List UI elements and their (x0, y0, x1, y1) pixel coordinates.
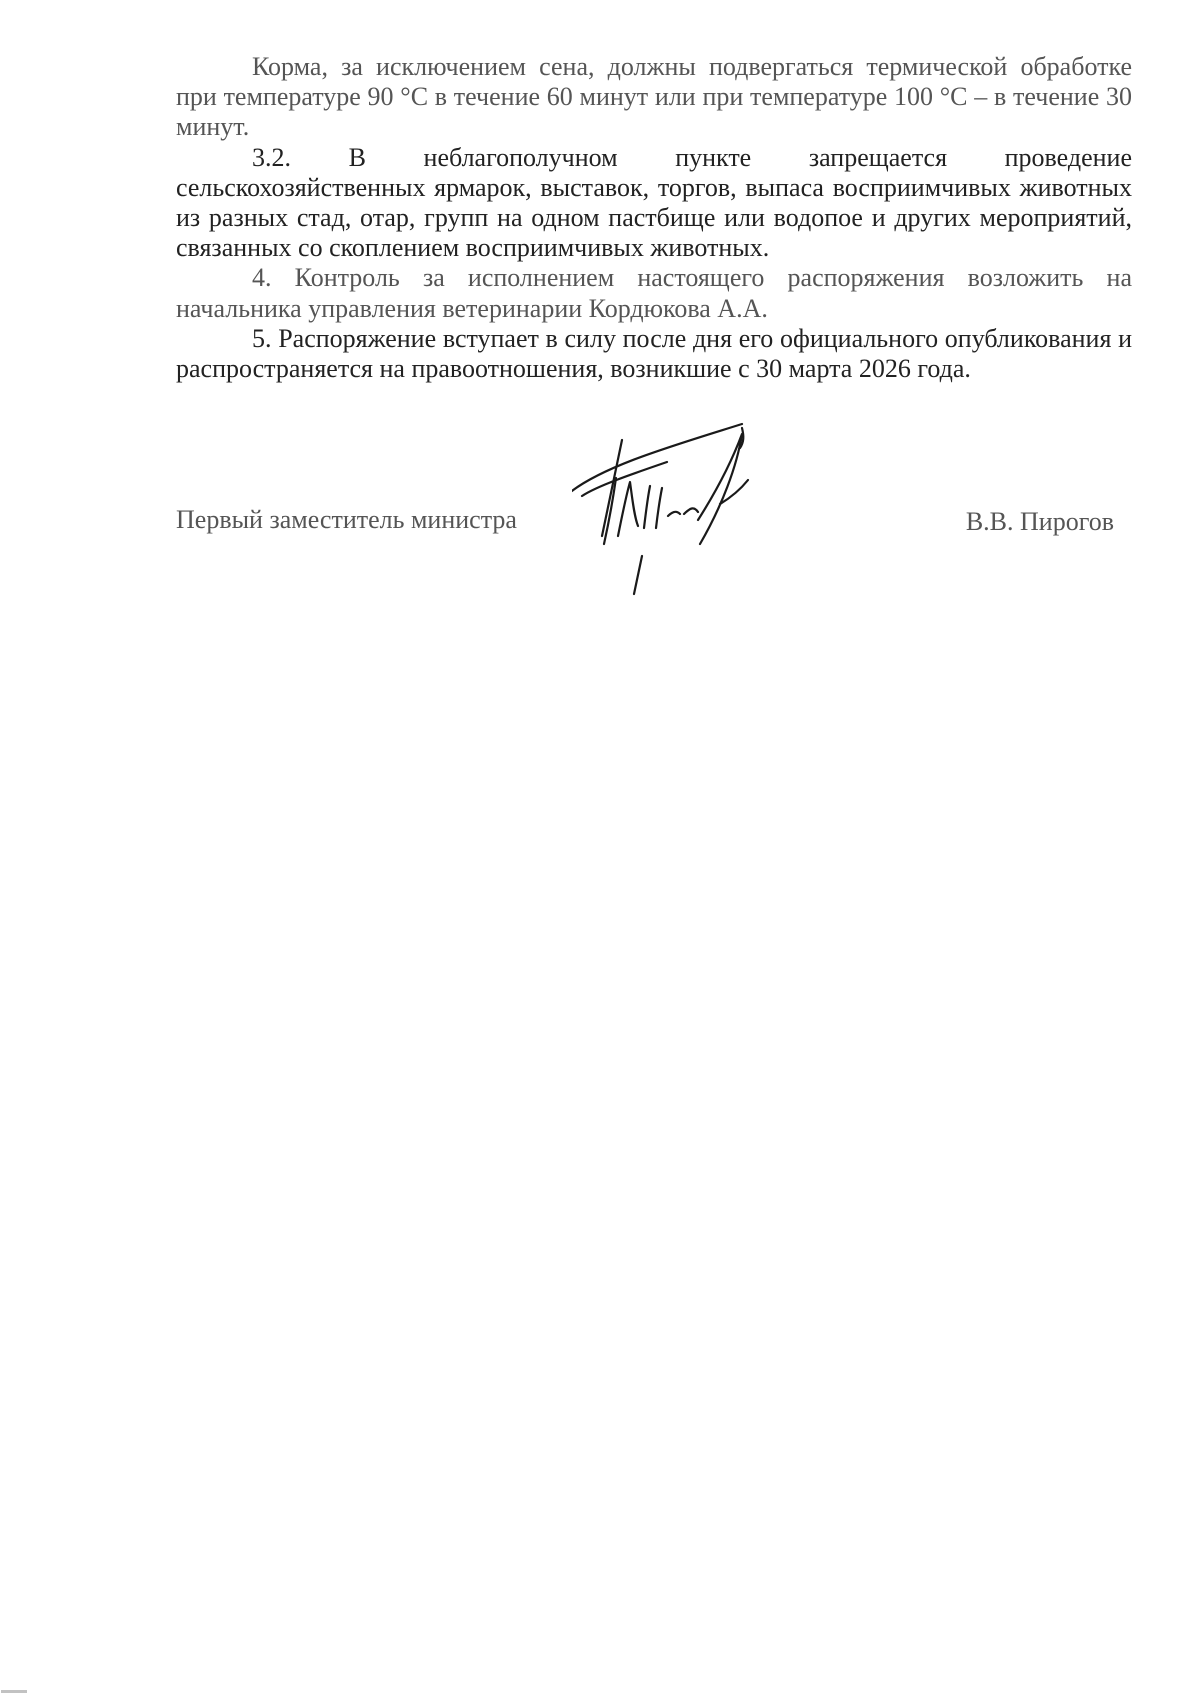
paragraph-3-2-restrictions: 3.2. В неблагополучном пункте запрещается проведение сельскохозяйственных ярмарок, выставок, торгов, выпаса восприимчивых животных из разных стад, отар, групп на одном пастбище или водопое и других мероприятий, связанных со скоплением восприимчивых животных. (176, 142, 1132, 263)
document-body (176, 52, 1132, 384)
paragraph-5-effective-date: 5. Распоряжение вступает в силу после дня его официального опубликования и распространяется на правоотношения, возникшие с 30 марта 2026 года. (176, 323, 1132, 384)
paragraph-feed-treatment: Корма, за исключением сена, должны подвергаться термической обработке при температуре 90 °С в течение 60 минут или при температуре 100 °С – в течение 30 минут. (176, 52, 1132, 142)
scan-artifact (1, 1690, 27, 1693)
signer-name: В.В. Пирогов (965, 507, 1114, 536)
signer-position: Первый заместитель министра (176, 505, 517, 534)
handwritten-signature (572, 416, 822, 606)
paragraph-4-control: 4. Контроль за исполнением настоящего распоряжения возложить на начальника управления ветеринарии Кордюкова А.А. (176, 263, 1132, 323)
